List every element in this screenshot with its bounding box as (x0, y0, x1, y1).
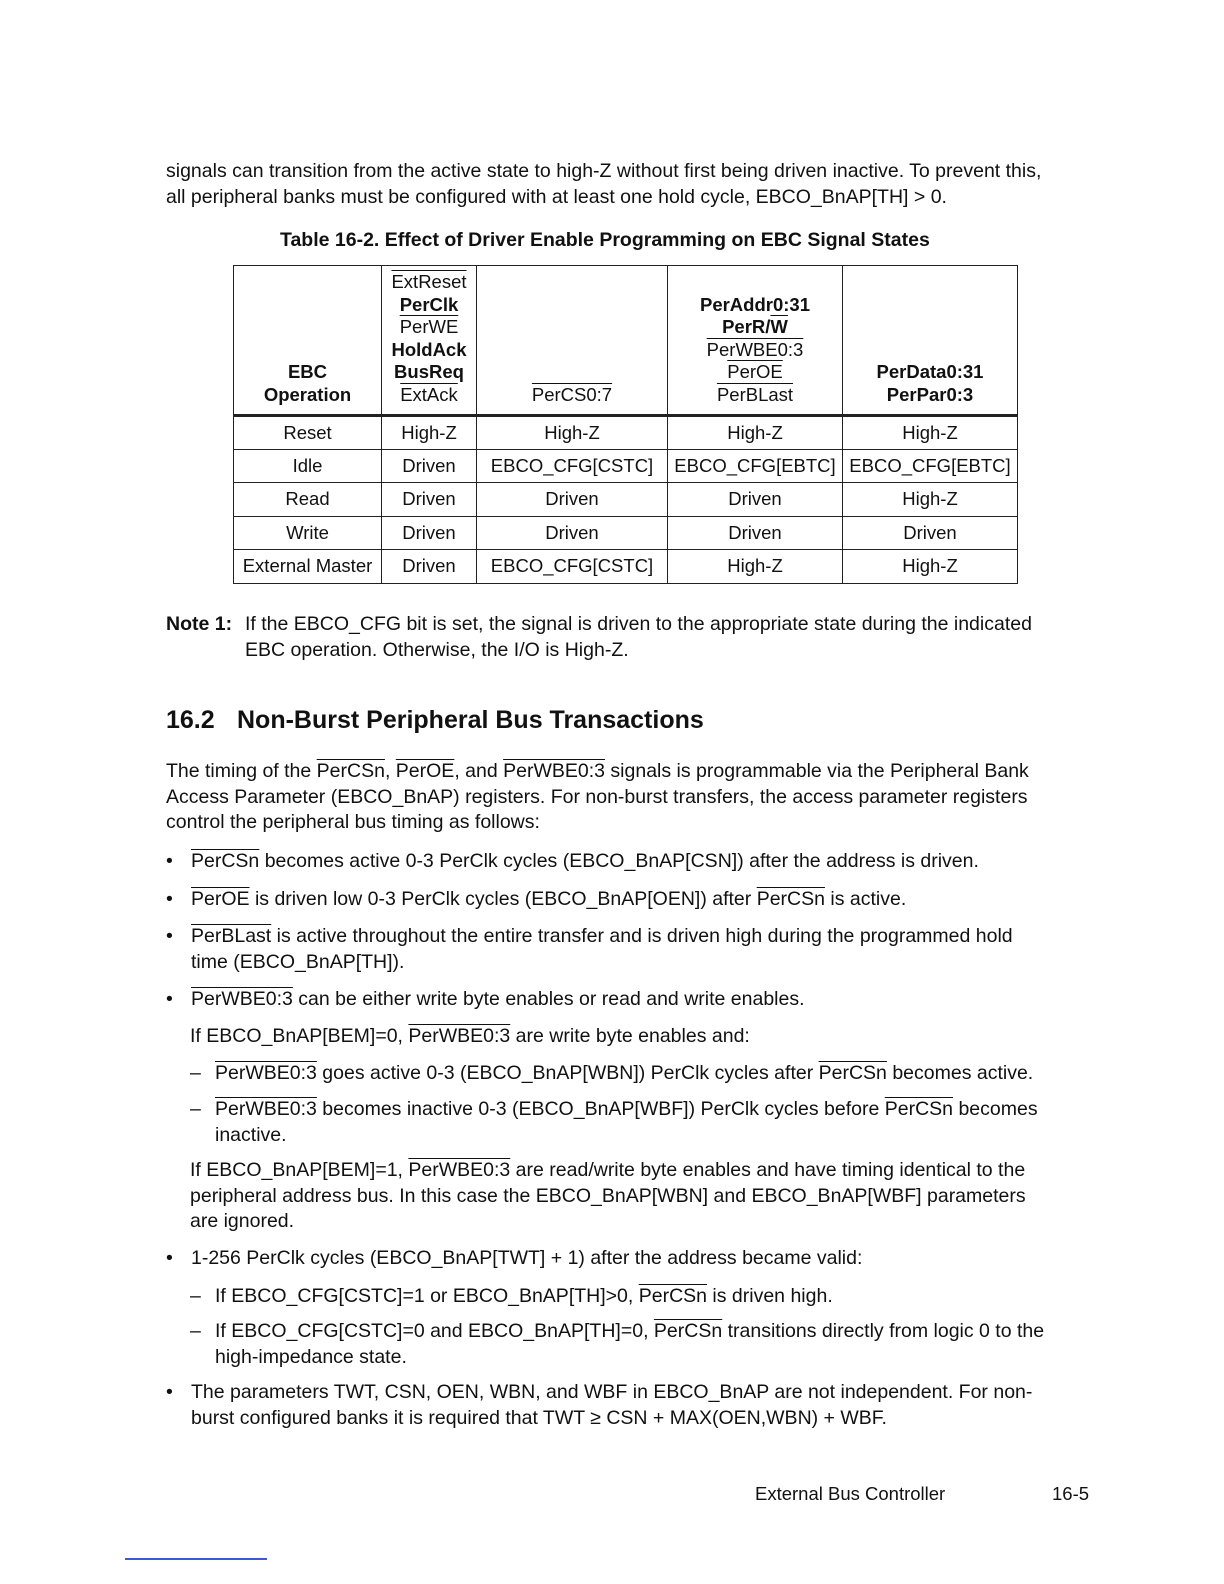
paragraph-line: Access Parameter (EBCO_BnAP) registers. For non-burst transfers, the access parameter registers (166, 785, 1028, 808)
header-line: PerBLast (716, 383, 794, 405)
note-line: If the EBCO_CFG bit is set, the signal is driven to the appropriate state during the indicated (245, 613, 1032, 635)
signal-name: PerOE (191, 888, 250, 910)
note-label: Note 1: (166, 613, 233, 635)
table-row (234, 483, 1018, 517)
table-cell: Driven (477, 483, 668, 517)
header-line: BusReq (394, 361, 464, 382)
header-address-signals (668, 266, 843, 416)
paragraph-line: control the peripheral bus timing as follows: (166, 811, 540, 833)
table-cell: High-Z (843, 550, 1018, 584)
list-item-text: PerWBE0:3 can be either write byte enables or read and write enables. (191, 988, 805, 1010)
header-line: Operation (263, 383, 352, 405)
section-number: 16.2 (166, 706, 215, 734)
signal-name: PerCSn (638, 1285, 707, 1307)
header-line: PerWBE0:3 (706, 338, 804, 360)
table-caption: Table 16-2. Effect of Driver Enable Programming on EBC Signal States (280, 229, 930, 251)
list-item-text: PerBLast is active throughout the entire transfer and is driven high during the programmed hold time (EBCO_BnAP[TH]). (191, 925, 1013, 973)
signal-name: PerWBE0:3 (503, 760, 605, 782)
table-cell: External Master (234, 550, 382, 584)
table-cell: EBCO_CFG[EBTC] (668, 449, 843, 483)
header-ebc-operation (234, 266, 382, 416)
footer-chapter-title: External Bus Controller (755, 1483, 946, 1504)
table-cell: EBCO_CFG[CSTC] (477, 550, 668, 584)
table-cell: EBCO_CFG[EBTC] (843, 449, 1018, 483)
table-cell: EBCO_CFG[CSTC] (477, 449, 668, 483)
bullet-icon: • (166, 1381, 173, 1403)
table-cell: Driven (668, 516, 843, 550)
header-line: PerPar0:3 (886, 383, 974, 405)
signal-name: PerCSn (653, 1320, 723, 1342)
table-cell: High-Z (668, 550, 843, 584)
table-cell: Read (234, 483, 382, 517)
bullet-icon: • (166, 988, 173, 1010)
table-cell: Driven (477, 516, 668, 550)
table-cell: Driven (382, 516, 477, 550)
header-line: ExtReset (391, 271, 467, 292)
sub-list-item-text: PerWBE0:3 becomes inactive 0-3 (EBCO_BnAP[WBF]) PerClk cycles before PerCSn becomes inactive. (215, 1098, 1038, 1146)
table-cell: High-Z (668, 416, 843, 450)
note-text (245, 612, 1095, 663)
table-cell: High-Z (843, 483, 1018, 517)
table-cell: High-Z (843, 416, 1018, 450)
table-row (234, 550, 1018, 584)
header-data-signals (843, 266, 1018, 416)
table-cell: Reset (234, 416, 382, 450)
table-row (234, 416, 1018, 450)
signal-name: PerCSn (756, 888, 825, 910)
list-item-text: PerOE is driven low 0-3 PerClk cycles (EBCO_BnAP[OEN]) after PerCSn is active. (191, 888, 907, 910)
dash-icon: – (190, 1320, 201, 1342)
header-line: PerWE (399, 316, 459, 337)
header-line: PerAddr0:31 (699, 293, 810, 315)
intro-line: signals can transition from the active state to high-Z without first being driven inactive. To prevent this, (166, 160, 1042, 182)
header-line: EBC (287, 361, 328, 382)
bullet-icon: • (166, 888, 173, 910)
signal-name: PerWBE0:3 (408, 1159, 511, 1181)
signal-name: PerCSn (818, 1062, 887, 1084)
signal-name: PerCSn (316, 760, 385, 782)
header-line: PerOE (727, 361, 783, 382)
dash-icon: – (190, 1098, 201, 1120)
table-cell: Driven (668, 483, 843, 517)
header-line: PerR/$\overline{W}$ (722, 316, 788, 337)
timing-paragraph (166, 759, 1096, 836)
intro-line: all peripheral banks must be configured with at least one hold cycle, EBCO_BnAP[TH] > 0. (166, 185, 947, 208)
sub-list-item-text: PerWBE0:3 goes active 0-3 (EBCO_BnAP[WBN]) PerClk cycles after PerCSn becomes active. (215, 1062, 1034, 1084)
table-header-row (234, 266, 1018, 416)
header-line: HoldAck (391, 338, 467, 360)
section-heading (166, 706, 704, 735)
table-cell: Idle (234, 449, 382, 483)
header-chip-selects (477, 266, 668, 416)
header-control-signals (382, 266, 477, 416)
header-line: ExtAck (400, 383, 458, 405)
signal-states-table (233, 265, 1018, 584)
footer-rule (125, 1558, 267, 1560)
header-line: PerCS0:7 (531, 383, 613, 405)
table-row (234, 516, 1018, 550)
signal-name: PerCSn (191, 850, 260, 872)
signal-name: PerWBE0:3 (215, 1062, 317, 1084)
section-title: Non-Burst Peripheral Bus Transactions (237, 706, 704, 734)
header-line: PerData0:31 (876, 361, 984, 382)
signal-name: PerWBE0:3 (408, 1025, 511, 1047)
sub-paragraph: If EBCO_BnAP[BEM]=1, PerWBE0:3 are read/write byte enables and have timing identical to the peripheral address bus. In this case the EBCO_BnAP[WBN] and EBCO_BnAP[WBF] parameters are ignored. (190, 1159, 1026, 1232)
footer-page-number: 16-5 (1052, 1483, 1090, 1504)
sub-list-item-text: If EBCO_CFG[CSTC]=1 or EBCO_BnAP[TH]>0, PerCSn is driven high. (215, 1285, 833, 1307)
bullet-icon: • (166, 925, 173, 947)
dash-icon: – (190, 1062, 201, 1084)
list-item-text: PerCSn becomes active 0-3 PerClk cycles (EBCO_BnAP[CSN]) after the address is driven. (191, 850, 979, 872)
table-cell: High-Z (477, 416, 668, 450)
bullet-icon: • (166, 1247, 173, 1269)
note-line: EBC operation. Otherwise, the I/O is High-Z. (245, 638, 629, 661)
signal-name: PerBLast (191, 925, 272, 947)
dash-icon: – (190, 1285, 201, 1307)
table-cell: Driven (382, 449, 477, 483)
list-item-text: The parameters TWT, CSN, OEN, WBN, and WBF in EBCO_BnAP are not independent. For non- burst configured banks it is required that TWT ≥ CSN + MAX(OEN,WBN) + WBF. (191, 1381, 1033, 1429)
intro-paragraph (166, 159, 1096, 210)
header-line: PerClk (399, 293, 459, 315)
list-item-text: 1-256 PerClk cycles (EBCO_BnAP[TWT] + 1) after the address became valid: (191, 1247, 863, 1269)
table-cell: Driven (382, 483, 477, 517)
bullet-icon: • (166, 850, 173, 872)
table-row (234, 449, 1018, 483)
table-cell: Driven (382, 550, 477, 584)
signal-name: PerCSn (884, 1098, 954, 1120)
sub-paragraph: If EBCO_BnAP[BEM]=0, PerWBE0:3 are write byte enables and: (190, 1025, 750, 1047)
signal-name: PerWBE0:3 (215, 1098, 317, 1120)
table-cell: High-Z (382, 416, 477, 450)
sub-list-item-text: If EBCO_CFG[CSTC]=0 and EBCO_BnAP[TH]=0, PerCSn transitions directly from logic 0 to the high-impedance state. (215, 1320, 1045, 1368)
table-cell: Write (234, 516, 382, 550)
signal-name: PerOE (395, 760, 455, 782)
table-cell: Driven (843, 516, 1018, 550)
paragraph-line: The timing of the PerCSn, PerOE, and PerWBE0:3 signals is programmable via the Peripheral Bank (166, 760, 1029, 782)
signal-name: PerWBE0:3 (191, 988, 293, 1010)
